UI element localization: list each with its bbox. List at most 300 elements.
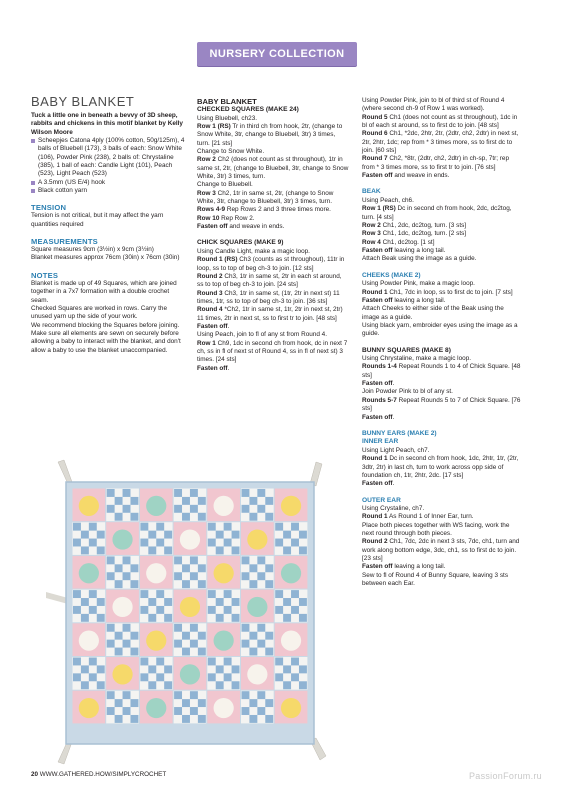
check-cell xyxy=(242,572,250,580)
instruction-line: Attach Beak using the image as a guide. xyxy=(362,255,477,263)
bunny-motif xyxy=(214,631,234,651)
bunny-squares-heading: BUNNY SQUARES (MAKE 8) xyxy=(362,346,451,354)
instruction-line: Fasten off and weave in ends. xyxy=(362,172,450,180)
check-cell xyxy=(97,665,105,673)
instruction-line: Rows 4-9 Rep Rows 2 and 3 three times more. xyxy=(197,206,331,214)
check-cell xyxy=(275,590,283,598)
instruction-line: Fasten off. xyxy=(362,413,395,421)
check-cell xyxy=(81,546,89,554)
check-cell xyxy=(97,681,105,689)
check-cell xyxy=(198,564,206,572)
instruction-line: Using Powder Pink, join to bl of third st of Round 4 (where second ch-9 of Row 1 was worked). xyxy=(362,97,505,113)
check-cell xyxy=(216,614,224,622)
check-cell xyxy=(115,564,123,572)
check-cell xyxy=(89,590,97,598)
bunny-motif xyxy=(281,563,301,583)
check-cell xyxy=(81,665,89,673)
check-cell xyxy=(257,624,265,632)
check-cell xyxy=(265,632,273,640)
check-cell xyxy=(249,497,257,505)
check-cell xyxy=(198,715,206,723)
bunny-motif xyxy=(146,698,166,718)
sheep-motif xyxy=(146,563,166,583)
chick-motif xyxy=(247,529,267,549)
beak-heading: BEAK xyxy=(362,188,381,196)
check-cell xyxy=(249,632,257,640)
check-cell xyxy=(208,606,216,614)
instruction-line: Using Peach, join to fl of any st from Round 4. xyxy=(197,331,328,339)
check-cell xyxy=(249,648,257,656)
tension-text: Tension is not critical, but it may affect the yarn quantities required xyxy=(31,212,164,228)
notes-heading: NOTES xyxy=(31,270,59,280)
check-cell xyxy=(174,505,182,513)
sheep-motif xyxy=(247,664,267,684)
material-item: Scheepjes Catona 4ply (100% cotton, 50g/125m), 4 balls of Bluebell (173), 3 balls of each: Snow White (106), Powder Pink (238), 2 balls of: Chrystaline (385), 1 ball of each: Candle Light (101), Peach (523), Light Peach (523) xyxy=(31,137,187,179)
check-cell xyxy=(275,539,283,547)
check-cell xyxy=(140,658,148,666)
check-cell xyxy=(81,531,89,539)
sheep-motif xyxy=(79,631,99,651)
check-cell xyxy=(283,546,291,554)
chick-motif xyxy=(281,698,301,718)
check-cell xyxy=(242,489,250,497)
check-cell xyxy=(81,614,89,622)
check-cell xyxy=(242,707,250,715)
check-cell xyxy=(198,580,206,588)
check-cell xyxy=(291,673,299,681)
check-cell xyxy=(156,523,164,531)
check-cell xyxy=(190,572,198,580)
check-cell xyxy=(123,572,131,580)
check-cell xyxy=(208,523,216,531)
check-cell xyxy=(283,531,291,539)
check-cell xyxy=(257,505,265,513)
instruction-line: Round 5 Ch1 (does not count as st throughout), 1dc in bl of each st around, ss to first dc to join. [48 sts] xyxy=(362,113,518,130)
chick-motif xyxy=(180,597,200,617)
check-cell xyxy=(291,658,299,666)
checked-squares-heading: CHECKED SQUARES (MAKE 24) xyxy=(197,106,299,113)
check-cell xyxy=(257,707,265,715)
check-cell xyxy=(73,590,81,598)
check-cell xyxy=(156,539,164,547)
check-cell xyxy=(115,580,123,588)
check-cell xyxy=(148,665,156,673)
check-cell xyxy=(190,505,198,513)
check-cell xyxy=(216,546,224,554)
check-cell xyxy=(224,658,232,666)
check-cell xyxy=(242,640,250,648)
check-cell xyxy=(265,699,273,707)
notes-text: Checked Squares are worked in rows. Carry the unused yarn up the side of your work. xyxy=(31,304,168,321)
check-cell xyxy=(130,648,138,656)
check-cell xyxy=(257,489,265,497)
check-cell xyxy=(130,715,138,723)
check-cell xyxy=(216,531,224,539)
section-banner-label: NURSERY COLLECTION xyxy=(209,48,345,60)
check-cell xyxy=(174,640,182,648)
check-cell xyxy=(242,556,250,564)
check-cell xyxy=(198,513,206,521)
instruction-line: Round 7 Ch2, *8tr, (2dtr, ch2, 2dtr) in ch-sp, 7tr; rep from * 3 times more, ss to first tr to join. [76 sts] xyxy=(362,155,510,171)
instruction-line: Row 1 (RS) Dc in second ch from hook, 2dc, dc2tog, turn. [4 sts] xyxy=(362,205,512,221)
check-cell xyxy=(182,580,190,588)
check-cell xyxy=(182,699,190,707)
instruction-line: Fasten off. xyxy=(362,380,395,388)
instruction-line: Row 3 Ch2, 1tr in same st, 2tr, (change to Snow White, 3tr, change to Bluebell, 3tr) 3 times, turn. xyxy=(197,189,334,205)
check-cell xyxy=(265,715,273,723)
instruction-line: Fasten off. xyxy=(362,480,395,488)
check-cell xyxy=(148,598,156,606)
instruction-line: Using Peach, ch6. xyxy=(362,196,414,204)
instruction-line: Fasten off leaving a long tail. xyxy=(362,247,446,254)
instruction-line: Using Chrystaline, make a magic loop. xyxy=(362,355,472,363)
check-cell xyxy=(107,624,115,632)
check-cell xyxy=(275,523,283,531)
check-cell xyxy=(291,606,299,614)
check-cell xyxy=(249,715,257,723)
instruction-line: Round 4 *Ch2, 1tr in same st, 1tr, 2tr in next st, 2tr) 11 times, 2tr in next st, ss to first tr to join. [48 sts] xyxy=(197,306,343,322)
measurements-square: Square measures 9cm (3½in) x 9cm (3½in) xyxy=(31,246,154,254)
check-cell xyxy=(130,632,138,640)
bunny-motif xyxy=(112,529,132,549)
cheeks-heading: CHEEKS (MAKE 2) xyxy=(362,271,421,279)
sheep-motif xyxy=(281,631,301,651)
check-cell xyxy=(123,505,131,513)
check-cell xyxy=(299,598,307,606)
instruction-line: Round 1 Ch1, 7dc in loop, ss to first dc to join. [7 sts] xyxy=(362,288,513,296)
chick-motif xyxy=(281,496,301,516)
middle-column xyxy=(197,97,349,373)
check-cell xyxy=(97,546,105,554)
check-cell xyxy=(232,546,240,554)
check-cell xyxy=(148,531,156,539)
check-cell xyxy=(182,564,190,572)
sheep-motif xyxy=(214,496,234,516)
instruction-line: Using Crystaline, ch7. xyxy=(362,505,425,513)
tassel-left-mid xyxy=(46,592,68,604)
bunny-ears-heading: BUNNY EARS (MAKE 2) xyxy=(362,429,437,437)
instruction-line: Fasten off. xyxy=(197,364,230,372)
check-cell xyxy=(257,572,265,580)
sheep-motif xyxy=(180,529,200,549)
check-cell xyxy=(198,632,206,640)
instruction-line: Attach Cheeks to either side of the Beak using the image as a guide. xyxy=(362,305,504,321)
check-cell xyxy=(123,556,131,564)
check-cell xyxy=(156,673,164,681)
check-cell xyxy=(291,539,299,547)
check-cell xyxy=(224,523,232,531)
check-cell xyxy=(148,614,156,622)
check-cell xyxy=(73,673,81,681)
right-column xyxy=(362,97,522,589)
instruction-line: Rounds 1-4 Repeat Rounds 1 to 4 of Chick Square. [48 sts] xyxy=(362,363,521,379)
check-cell xyxy=(97,531,105,539)
section-banner xyxy=(197,42,357,66)
check-cell xyxy=(190,624,198,632)
check-cell xyxy=(89,673,97,681)
instruction-line: Rounds 5-7 Repeat Rounds 5 to 7 of Chick Square. [76 sts] xyxy=(362,396,521,413)
check-cell xyxy=(216,598,224,606)
check-cell xyxy=(89,539,97,547)
check-cell xyxy=(89,658,97,666)
check-cell xyxy=(283,665,291,673)
check-cell xyxy=(224,606,232,614)
bunny-motif xyxy=(146,496,166,516)
check-cell xyxy=(283,614,291,622)
instruction-line: Using black yarn, embroider eyes using the image as a guide. xyxy=(362,321,518,338)
instruction-line: Row 1 (RS) Tr in third ch from hook, 2tr, (change to Snow White, 3tr, change to Bluebell, 3tr) 3 times, turn. [21 sts] xyxy=(197,122,343,147)
check-cell xyxy=(73,658,81,666)
check-cell xyxy=(242,691,250,699)
outer-ear-heading: OUTER EAR xyxy=(362,496,401,504)
watermark: PassionForum.ru xyxy=(468,771,542,781)
check-cell xyxy=(174,707,182,715)
check-cell xyxy=(265,497,273,505)
bunny-motif xyxy=(247,597,267,617)
check-cell xyxy=(73,606,81,614)
check-cell xyxy=(140,590,148,598)
check-cell xyxy=(123,691,131,699)
material-item: A 3.5mm (US E/4) hook xyxy=(31,179,187,187)
check-cell xyxy=(164,546,172,554)
check-cell xyxy=(107,556,115,564)
check-cell xyxy=(224,673,232,681)
instruction-line: Round 3 Ch3, 1tr in same st, (1tr, 2tr in next st) 11 times, 1tr, ss to top of beg ch-3 to join. [36 sts] xyxy=(197,289,340,305)
check-cell xyxy=(174,489,182,497)
instruction-line: Using Candle Light, make a magic loop. xyxy=(197,247,310,255)
check-cell xyxy=(107,489,115,497)
check-cell xyxy=(216,665,224,673)
instruction-line: Row 10 Rep Row 2. xyxy=(197,214,255,222)
check-cell xyxy=(190,556,198,564)
instruction-line: Row 2 Ch2 (does not count as st throughout), 1tr in same st, 2tr, (change to Bluebell, 3tr, change to Snow White, 3tr) 3 times, turn. xyxy=(197,156,349,180)
bunny-motif xyxy=(180,664,200,684)
check-cell xyxy=(224,590,232,598)
check-cell xyxy=(224,539,232,547)
check-cell xyxy=(299,614,307,622)
check-cell xyxy=(249,699,257,707)
check-cell xyxy=(130,564,138,572)
instruction-line: Sew to fl of Round 4 of Bunny Square, leaving 3 sts between each Ear. xyxy=(362,571,509,588)
check-cell xyxy=(115,513,123,521)
check-cell xyxy=(232,598,240,606)
check-cell xyxy=(299,531,307,539)
check-cell xyxy=(182,648,190,656)
check-cell xyxy=(73,523,81,531)
check-cell xyxy=(242,624,250,632)
check-cell xyxy=(208,673,216,681)
measurements-blanket: Blanket measures approx 76cm (30in) x 76cm (30in) xyxy=(31,254,180,262)
blanket-grid xyxy=(73,489,308,724)
check-cell xyxy=(232,681,240,689)
check-cell xyxy=(265,580,273,588)
check-cell xyxy=(97,614,105,622)
check-cell xyxy=(115,715,123,723)
check-cell xyxy=(208,658,216,666)
instruction-line: Round 1 (RS) Ch3 (counts as st throughout), 11tr in loop, ss to top of beg ch-3 to join. [12 sts] xyxy=(197,256,345,272)
check-cell xyxy=(115,648,123,656)
instruction-line: Using Bluebell, ch23. xyxy=(197,114,258,122)
left-column xyxy=(31,95,187,355)
check-cell xyxy=(156,606,164,614)
instruction-line: Row 1 Ch9, 1dc in second ch from hook, dc in next 7 ch, ss in fl of next st of Round 4, ss in fl of next st) 3 times. [24 sts] xyxy=(197,339,348,364)
check-cell xyxy=(140,539,148,547)
chick-motif xyxy=(79,496,99,516)
instruction-line: Round 2 Ch1, 7dc, 2dc in next 3 sts, 7dc, ch1, turn and work along bottom edge, 3dc, ch1, ss to first dc to join. [23 sts] xyxy=(362,538,520,563)
check-cell xyxy=(299,681,307,689)
check-cell xyxy=(130,699,138,707)
check-cell xyxy=(216,681,224,689)
intro-text: Tuck a little one in beneath a bevvy of 3D sheep, rabbits and chickens in this motif blanket by Kelly Wilson Moore xyxy=(31,112,183,136)
check-cell xyxy=(174,624,182,632)
check-cell xyxy=(164,531,172,539)
check-cell xyxy=(140,523,148,531)
check-cell xyxy=(130,513,138,521)
check-cell xyxy=(107,505,115,513)
check-cell xyxy=(275,658,283,666)
pattern-title: BABY BLANKET xyxy=(31,94,135,109)
check-cell xyxy=(164,681,172,689)
instruction-line: Place both pieces together with WS facing, work the next round through both pieces. xyxy=(362,521,510,538)
check-cell xyxy=(182,715,190,723)
blanket-photo xyxy=(28,458,346,766)
instruction-line: Join Powder Pink to bl of any st. xyxy=(362,388,453,396)
check-cell xyxy=(81,598,89,606)
chick-squares-heading: CHICK SQUARES (MAKE 9) xyxy=(197,239,284,247)
instruction-line: Row 2 Ch1, 2dc, dc2tog, turn. [3 sts] xyxy=(362,221,467,229)
instruction-line: Round 6 Ch1, *2dc, 2htr, 2tr, (2dtr, ch2, 2dtr) in next st, 2tr, 2htr, 1dc; rep from * 3 times more, ss to first dc to join. [60 sts] xyxy=(362,130,519,155)
sheep-motif xyxy=(214,698,234,718)
check-cell xyxy=(291,523,299,531)
instruction-line: Round 2 Ch3, 1tr in same st, 2tr in each st around, ss to top of beg ch-3 to join. [24 sts] xyxy=(197,272,342,289)
sheep-motif xyxy=(112,597,132,617)
check-cell xyxy=(208,590,216,598)
check-cell xyxy=(182,632,190,640)
check-cell xyxy=(164,614,172,622)
tension-heading: TENSION xyxy=(31,203,67,213)
instruction-line: Fasten off. xyxy=(197,322,230,330)
check-cell xyxy=(164,665,172,673)
check-cell xyxy=(123,707,131,715)
instruction-line: Row 3 Ch1, 1dc, dc2tog, turn. [2 sts] xyxy=(362,230,467,238)
check-cell xyxy=(198,497,206,505)
check-cell xyxy=(190,691,198,699)
check-cell xyxy=(89,523,97,531)
instruction-line: Change to Bluebell. xyxy=(197,181,253,189)
page-footer: 20 WWW.GATHERED.HOW/SIMPLYCROCHET xyxy=(31,771,167,778)
check-cell xyxy=(182,513,190,521)
check-cell xyxy=(81,681,89,689)
instruction-line: Using Powder Pink, make a magic loop. xyxy=(362,280,475,288)
check-cell xyxy=(249,580,257,588)
chick-motif xyxy=(112,664,132,684)
check-cell xyxy=(257,556,265,564)
check-cell xyxy=(130,580,138,588)
check-cell xyxy=(130,497,138,505)
bunny-motif xyxy=(79,563,99,583)
chick-motif xyxy=(79,698,99,718)
check-cell xyxy=(257,691,265,699)
check-cell xyxy=(107,707,115,715)
inner-ear-heading: INNER EAR xyxy=(362,438,399,446)
check-cell xyxy=(232,614,240,622)
instruction-line: Fasten off leaving a long tail. xyxy=(362,296,446,304)
notes-text: Blanket is made up of 49 Squares, which are joined together in a 7x7 formation with a double crochet seam. xyxy=(31,279,177,304)
check-cell xyxy=(190,707,198,715)
check-cell xyxy=(190,640,198,648)
chick-motif xyxy=(214,563,234,583)
check-cell xyxy=(140,606,148,614)
check-cell xyxy=(291,590,299,598)
check-cell xyxy=(107,572,115,580)
check-cell xyxy=(148,546,156,554)
check-cell xyxy=(174,572,182,580)
check-cell xyxy=(257,640,265,648)
check-cell xyxy=(182,497,190,505)
check-cell xyxy=(299,665,307,673)
instructions-heading: BABY BLANKET xyxy=(197,97,257,106)
instruction-line: Fasten off and weave in ends. xyxy=(197,222,285,230)
check-cell xyxy=(107,640,115,648)
check-cell xyxy=(73,539,81,547)
instruction-line: Using Light Peach, ch7. xyxy=(362,446,430,454)
instruction-line: Round 1 Dc in second ch from hook, 1dc, 2htr, 1tr, (2tr, 3dtr, 2tr) in last ch, turn to work across opp side of foundation ch, 1tr, 2htr, 2dc. [17 sts] xyxy=(362,455,519,479)
check-cell xyxy=(283,598,291,606)
instruction-line: Change to Snow White. xyxy=(197,147,265,155)
check-cell xyxy=(265,513,273,521)
check-cell xyxy=(107,691,115,699)
check-cell xyxy=(275,606,283,614)
check-cell xyxy=(140,673,148,681)
materials-list xyxy=(31,137,187,195)
check-cell xyxy=(190,489,198,497)
instruction-line: Row 4 Ch1, dc2tog. [1 st] xyxy=(362,238,435,246)
tassel-top-left xyxy=(58,460,72,484)
measurements-heading: MEASUREMENTS xyxy=(31,237,98,247)
check-cell xyxy=(174,556,182,564)
chick-motif xyxy=(146,631,166,651)
check-cell xyxy=(148,681,156,689)
check-cell xyxy=(89,606,97,614)
check-cell xyxy=(198,648,206,656)
check-cell xyxy=(97,598,105,606)
check-cell xyxy=(174,691,182,699)
check-cell xyxy=(198,699,206,707)
check-cell xyxy=(299,546,307,554)
check-cell xyxy=(208,539,216,547)
check-cell xyxy=(115,632,123,640)
check-cell xyxy=(275,673,283,681)
instruction-line: Round 1 As Round 1 of Inner Ear, turn. xyxy=(362,513,474,521)
material-item: Black cotton yarn xyxy=(31,187,187,195)
instruction-line: Fasten off leaving a long tail. xyxy=(362,563,446,571)
check-cell xyxy=(283,681,291,689)
check-cell xyxy=(164,598,172,606)
check-cell xyxy=(115,699,123,707)
check-cell xyxy=(265,648,273,656)
check-cell xyxy=(156,590,164,598)
check-cell xyxy=(123,640,131,648)
check-cell xyxy=(123,624,131,632)
check-cell xyxy=(249,513,257,521)
check-cell xyxy=(115,497,123,505)
check-cell xyxy=(242,505,250,513)
check-cell xyxy=(265,564,273,572)
check-cell xyxy=(232,665,240,673)
check-cell xyxy=(249,564,257,572)
notes-text: Make sure all elements are sewn on securely before allowing a baby to interact with the blanket, and don't allow a baby to use the blanket unaccompanied. xyxy=(31,329,181,354)
check-cell xyxy=(156,658,164,666)
